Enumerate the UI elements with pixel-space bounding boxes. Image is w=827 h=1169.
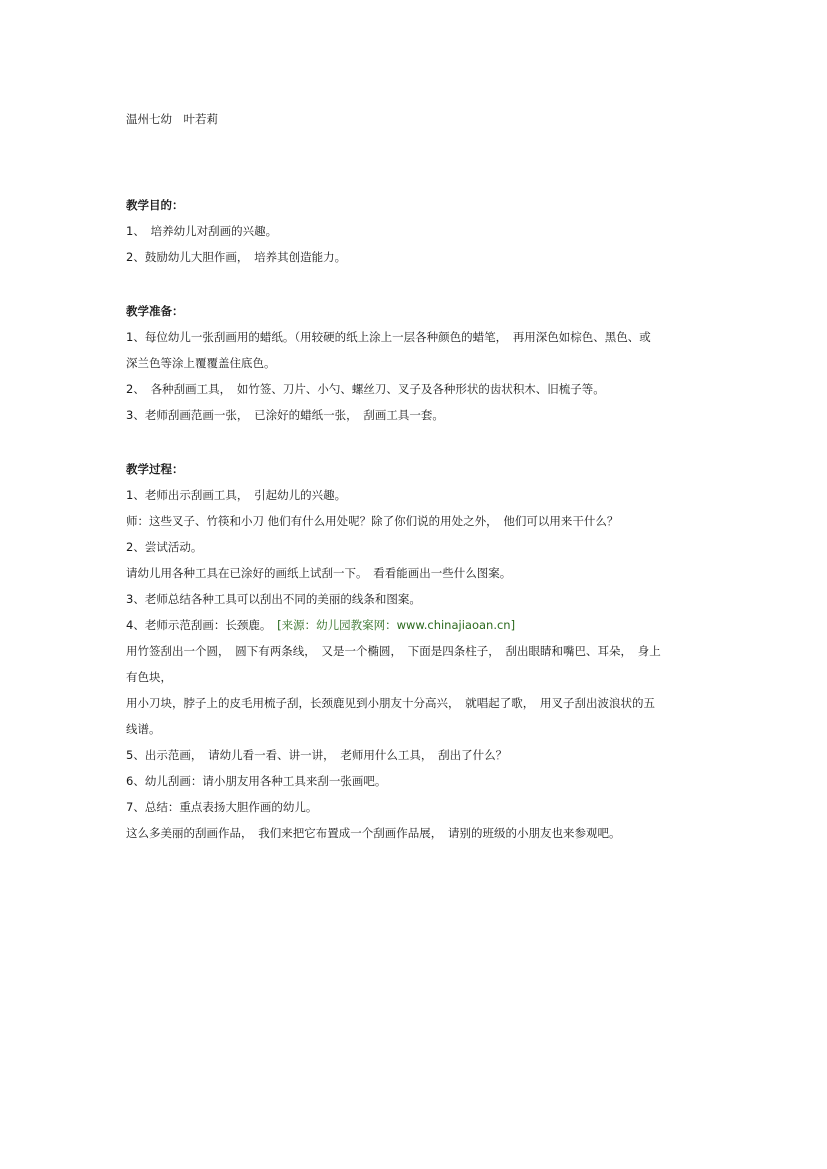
process-item xyxy=(126,482,716,508)
process-item xyxy=(126,612,716,638)
process-item xyxy=(126,638,716,690)
goal-item xyxy=(126,218,716,244)
prep-item xyxy=(126,376,716,402)
closing-remark: 这么多美丽的刮画作品， 我们来把它布置成一个刮画作品展， 请别的班级的小朋友也来参观吧。 xyxy=(126,826,621,840)
process-item xyxy=(126,690,716,742)
goal-item-2: 2、鼓励幼儿大胆作画， 培养其创造能力。 xyxy=(126,250,347,264)
prep-item-3: 3、老师刮画范画一张， 已涂好的蜡纸一张， 刮画工具一套。 xyxy=(126,408,444,422)
process-item xyxy=(126,768,716,794)
goal-item xyxy=(126,244,716,270)
process-heading-row xyxy=(126,456,716,482)
demo-description-line-2: 有色块， xyxy=(126,670,172,684)
prep-heading: 教学准备： xyxy=(126,304,184,318)
process-item xyxy=(126,508,716,534)
process-step-2-detail: 请幼儿用各种工具在已涂好的画纸上试刮一下。 看看能画出一些什么图案。 xyxy=(126,566,512,580)
process-step-7: 7、总结：重点表扬大胆作画的幼儿。 xyxy=(126,800,318,814)
teacher-question: 师：这些叉子、竹筷和小刀 他们有什么用处呢？除了你们说的用处之外， 他们可以用来干什么？ xyxy=(126,514,619,528)
prep-item xyxy=(126,402,716,428)
document-page xyxy=(126,106,716,846)
prep-item-1-line-2: 深兰色等涂上覆覆盖住底色。 xyxy=(126,356,276,370)
process-step-1: 1、老师出示刮画工具， 引起幼儿的兴趣。 xyxy=(126,488,347,502)
prep-item-1-line-1: 1、每位幼儿一张刮画用的蜡纸。（用较硬的纸上涂上一层各种颜色的蜡笔， 再用深色如棕色、黑色、或 xyxy=(126,330,651,344)
author: 温州七幼 叶若莉 xyxy=(126,112,218,126)
demo-description2-line-2: 线谱。 xyxy=(126,722,161,736)
demo-description2-line-1: 用小刀块，脖子上的皮毛用梳子刮，长颈鹿见到小朋友十分高兴， 就唱起了歌， 用叉子刮出波浪状的五 xyxy=(126,696,655,710)
process-step-4: 4、老师示范刮画：长颈鹿。 xyxy=(126,618,278,632)
demo-description-line-1: 用竹签刮出一个圆， 圆下有两条线， 又是一个椭圆， 下面是四条柱子， 刮出眼睛和嘴巴、耳朵， 身上 xyxy=(126,644,661,658)
process-heading: 教学过程： xyxy=(126,462,184,476)
source-link[interactable]: [来源：幼儿园教案网：www.chinajiaoan.cn] xyxy=(277,618,516,632)
process-step-6: 6、幼儿刮画：请小朋友用各种工具来刮一张画吧。 xyxy=(126,774,387,788)
prep-heading-row xyxy=(126,298,716,324)
process-item xyxy=(126,560,716,586)
process-step-3: 3、老师总结各种工具可以刮出不同的美丽的线条和图案。 xyxy=(126,592,421,606)
goal-item-1: 1、 培养幼儿对刮画的兴趣。 xyxy=(126,224,278,238)
process-item xyxy=(126,586,716,612)
author-line xyxy=(126,106,716,132)
process-step-2: 2、尝试活动。 xyxy=(126,540,203,554)
process-item xyxy=(126,534,716,560)
prep-item-1 xyxy=(126,324,716,376)
process-item xyxy=(126,794,716,820)
process-item xyxy=(126,820,716,846)
prep-item-2: 2、 各种刮画工具， 如竹签、刀片、小勺、螺丝刀、叉子及各种形状的齿状积木、旧梳子等。 xyxy=(126,382,605,396)
process-step-5: 5、出示范画， 请幼儿看一看、讲一讲， 老师用什么工具， 刮出了什么？ xyxy=(126,748,508,762)
goals-heading: 教学目的： xyxy=(126,198,184,212)
goals-heading-row xyxy=(126,192,716,218)
process-item xyxy=(126,742,716,768)
